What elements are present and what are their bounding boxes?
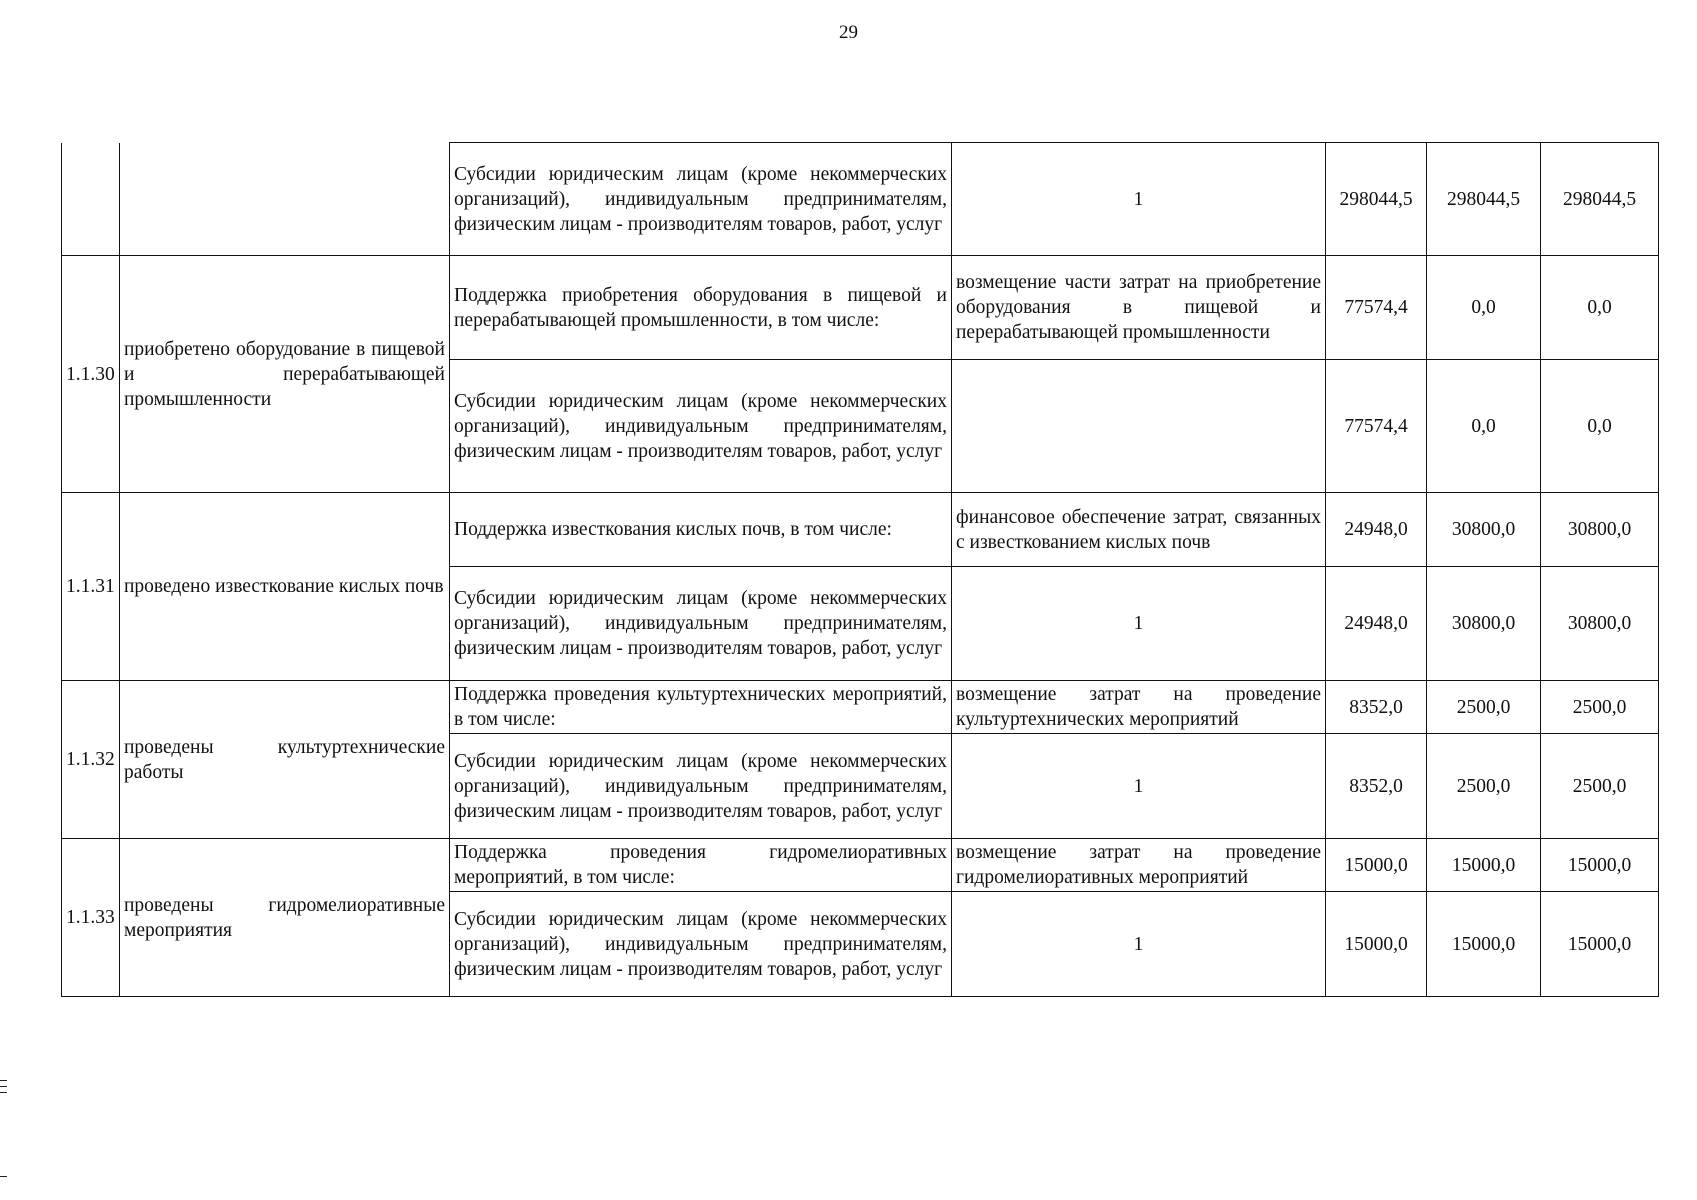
value-cell-year2: 15000,0 [1427,892,1541,997]
description-cell: возмещение затрат на проведение культуртехнических мероприятий [952,681,1326,734]
value-cell-year2: 298044,5 [1427,143,1541,256]
value-cell-year2: 30800,0 [1427,567,1541,681]
value-cell-year1: 15000,0 [1326,839,1427,892]
value-cell-year3: 0,0 [1541,360,1659,493]
value-cell-year3: 15000,0 [1541,892,1659,997]
budget-table [61,142,1659,997]
value-cell-year3: 298044,5 [1541,143,1659,256]
row-number-cell [62,143,120,256]
event-cell: Поддержка известкования кислых почв, в том числе: [450,493,952,567]
value-cell-year2: 2500,0 [1427,681,1541,734]
code-cell [952,360,1326,493]
value-cell-year1: 77574,4 [1326,360,1427,493]
event-cell: Субсидии юридическим лицам (кроме некоммерческих организаций), индивидуальным предпринимателям, физическим лицам - производителям товаров, работ, услуг [450,143,952,256]
value-cell-year1: 8352,0 [1326,734,1427,839]
code-cell: 1 [952,143,1326,256]
value-cell-year3: 2500,0 [1541,734,1659,839]
event-cell: Субсидии юридическим лицам (кроме некоммерческих организаций), индивидуальным предпринимателям, физическим лицам - производителям товаров, работ, услуг [450,360,952,493]
description-cell: возмещение затрат на проведение гидромелиоративных мероприятий [952,839,1326,892]
row-number-cell: 1.1.30 [62,256,120,493]
page-number: 29 [839,22,858,43]
event-cell: Поддержка приобретения оборудования в пищевой и перерабатывающей промышленности, в том числе: [450,256,952,360]
scan-mark [0,1086,7,1087]
table-row [62,839,1659,892]
event-cell: Поддержка проведения гидромелиоративных мероприятий, в том числе: [450,839,952,892]
result-cell: проведено известкование кислых почв [120,493,450,681]
table-row [62,143,1659,256]
scan-mark [0,1092,7,1093]
scan-mark [0,1080,7,1081]
code-cell: 1 [952,734,1326,839]
row-number-cell: 1.1.32 [62,681,120,839]
result-cell: проведены гидромелиоративные мероприятия [120,839,450,997]
table-row [62,256,1659,360]
table-row [62,493,1659,567]
value-cell-year1: 8352,0 [1326,681,1427,734]
value-cell-year3: 0,0 [1541,256,1659,360]
description-cell: финансовое обеспечение затрат, связанных с известкованием кислых почв [952,493,1326,567]
value-cell-year2: 0,0 [1427,360,1541,493]
value-cell-year3: 30800,0 [1541,493,1659,567]
value-cell-year1: 77574,4 [1326,256,1427,360]
row-number-cell: 1.1.33 [62,839,120,997]
value-cell-year2: 15000,0 [1427,839,1541,892]
event-cell: Субсидии юридическим лицам (кроме некоммерческих организаций), индивидуальным предпринимателям, физическим лицам - производителям товаров, работ, услуг [450,567,952,681]
event-cell: Субсидии юридическим лицам (кроме некоммерческих организаций), индивидуальным предпринимателям, физическим лицам - производителям товаров, работ, услуг [450,892,952,997]
value-cell-year3: 2500,0 [1541,681,1659,734]
value-cell-year2: 2500,0 [1427,734,1541,839]
code-cell: 1 [952,567,1326,681]
value-cell-year1: 298044,5 [1326,143,1427,256]
result-cell [120,143,450,256]
value-cell-year1: 15000,0 [1326,892,1427,997]
code-cell: 1 [952,892,1326,997]
table-row [62,681,1659,734]
value-cell-year1: 24948,0 [1326,567,1427,681]
event-cell: Субсидии юридическим лицам (кроме некоммерческих организаций), индивидуальным предпринимателям, физическим лицам - производителям товаров, работ, услуг [450,734,952,839]
result-cell: проведены культуртехнические работы [120,681,450,839]
value-cell-year2: 0,0 [1427,256,1541,360]
value-cell-year3: 30800,0 [1541,567,1659,681]
value-cell-year1: 24948,0 [1326,493,1427,567]
scan-mark [0,1176,7,1177]
value-cell-year3: 15000,0 [1541,839,1659,892]
event-cell: Поддержка проведения культуртехнических мероприятий, в том числе: [450,681,952,734]
result-cell: приобретено оборудование в пищевой и перерабатывающей промышленности [120,256,450,493]
row-number-cell: 1.1.31 [62,493,120,681]
description-cell: возмещение части затрат на приобретение оборудования в пищевой и перерабатывающей промышленности [952,256,1326,360]
value-cell-year2: 30800,0 [1427,493,1541,567]
